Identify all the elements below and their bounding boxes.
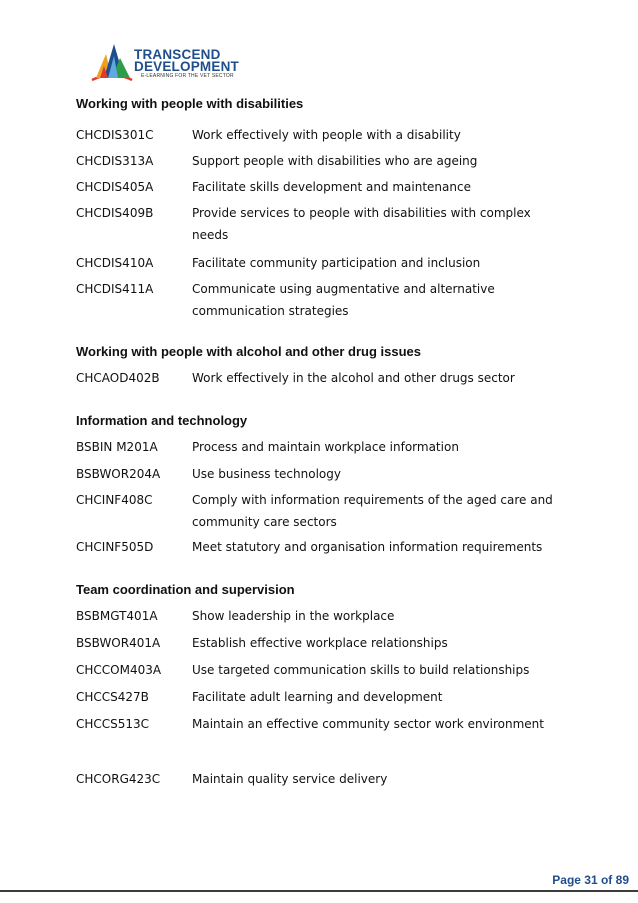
unit-row: [76, 605, 576, 627]
unit-row: [76, 202, 576, 246]
page-number: Page 31 of 89: [552, 873, 629, 887]
unit-code: CHCDIS411A: [76, 282, 154, 296]
unit-row: [76, 367, 576, 389]
section-team-coordination: [76, 582, 576, 790]
unit-code: CHCDIS405A: [76, 180, 154, 194]
unit-row: [76, 713, 576, 735]
section-information-technology: [76, 413, 576, 558]
unit-code: CHCORG423C: [76, 772, 161, 786]
unit-code: CHCINF408C: [76, 493, 153, 507]
unit-code: CHCDIS409B: [76, 206, 154, 220]
section-title: Information and technology: [76, 413, 248, 428]
unit-code: CHCINF505D: [76, 540, 154, 554]
unit-code: CHCCOM403A: [76, 663, 162, 677]
logo-tagline: E-LEARNING FOR THE VET SECTOR: [141, 73, 234, 79]
unit-title: Meet statutory and organisation information requirements: [192, 540, 543, 554]
unit-title: Use targeted communication skills to build relationships: [192, 663, 530, 677]
unit-code: CHCCS427B: [76, 690, 149, 704]
section-title: Team coordination and supervision: [76, 582, 295, 597]
logo-title-line2: DEVELOPMENT: [134, 59, 239, 74]
unit-row: [76, 659, 576, 681]
unit-title: Show leadership in the workplace: [192, 609, 395, 623]
unit-code: BSBWOR204A: [76, 467, 161, 481]
unit-title: Facilitate community participation and inclusion: [192, 256, 481, 270]
unit-code: BSBWOR401A: [76, 636, 161, 650]
unit-code: CHCDIS410A: [76, 256, 154, 270]
unit-title: Facilitate skills development and maintenance: [192, 180, 471, 194]
unit-title: Provide services to people with disabilities with complex needs: [192, 206, 531, 242]
section-alcohol-drugs: [76, 344, 576, 389]
unit-row: [76, 176, 576, 198]
section-disabilities: [76, 96, 576, 322]
logo-mountain-icon: [90, 40, 134, 82]
unit-code: CHCDIS301C: [76, 128, 154, 142]
unit-title: Communicate using augmentative and alternative communication strategies: [192, 282, 495, 318]
unit-title: Comply with information requirements of the aged care and community care sectors: [192, 493, 553, 529]
unit-title: Maintain quality service delivery: [192, 772, 388, 786]
logo-title-line1: TRANSCEND: [134, 47, 221, 62]
unit-title: Use business technology: [192, 467, 341, 481]
unit-title: Maintain an effective community sector work environment: [192, 717, 544, 731]
unit-row: [76, 124, 576, 146]
unit-row: [76, 436, 576, 458]
unit-row: [76, 150, 576, 172]
section-title: Working with people with disabilities: [76, 96, 304, 111]
unit-row: [76, 463, 576, 485]
unit-row: [76, 768, 576, 790]
unit-row: [76, 278, 576, 322]
unit-row: [76, 252, 576, 274]
company-logo: [90, 40, 250, 84]
section-title: Working with people with alcohol and other drug issues: [76, 344, 422, 359]
unit-code: CHCAOD402B: [76, 371, 160, 385]
unit-code: BSBMGT401A: [76, 609, 158, 623]
unit-list: [76, 96, 576, 790]
unit-title: Work effectively in the alcohol and other drugs sector: [192, 371, 515, 385]
unit-code: CHCCS513C: [76, 717, 150, 731]
unit-row: [76, 632, 576, 654]
unit-title: Facilitate adult learning and development: [192, 690, 443, 704]
unit-code: BSBIN M201A: [76, 440, 158, 454]
unit-row: [76, 536, 576, 558]
unit-row: [76, 686, 576, 708]
footer-divider: [0, 890, 638, 892]
unit-row: [76, 489, 576, 533]
unit-title: Work effectively with people with a disability: [192, 128, 461, 142]
unit-title: Process and maintain workplace information: [192, 440, 459, 454]
unit-code: CHCDIS313A: [76, 154, 154, 168]
unit-title: Support people with disabilities who are ageing: [192, 154, 478, 168]
unit-title: Establish effective workplace relationships: [192, 636, 448, 650]
